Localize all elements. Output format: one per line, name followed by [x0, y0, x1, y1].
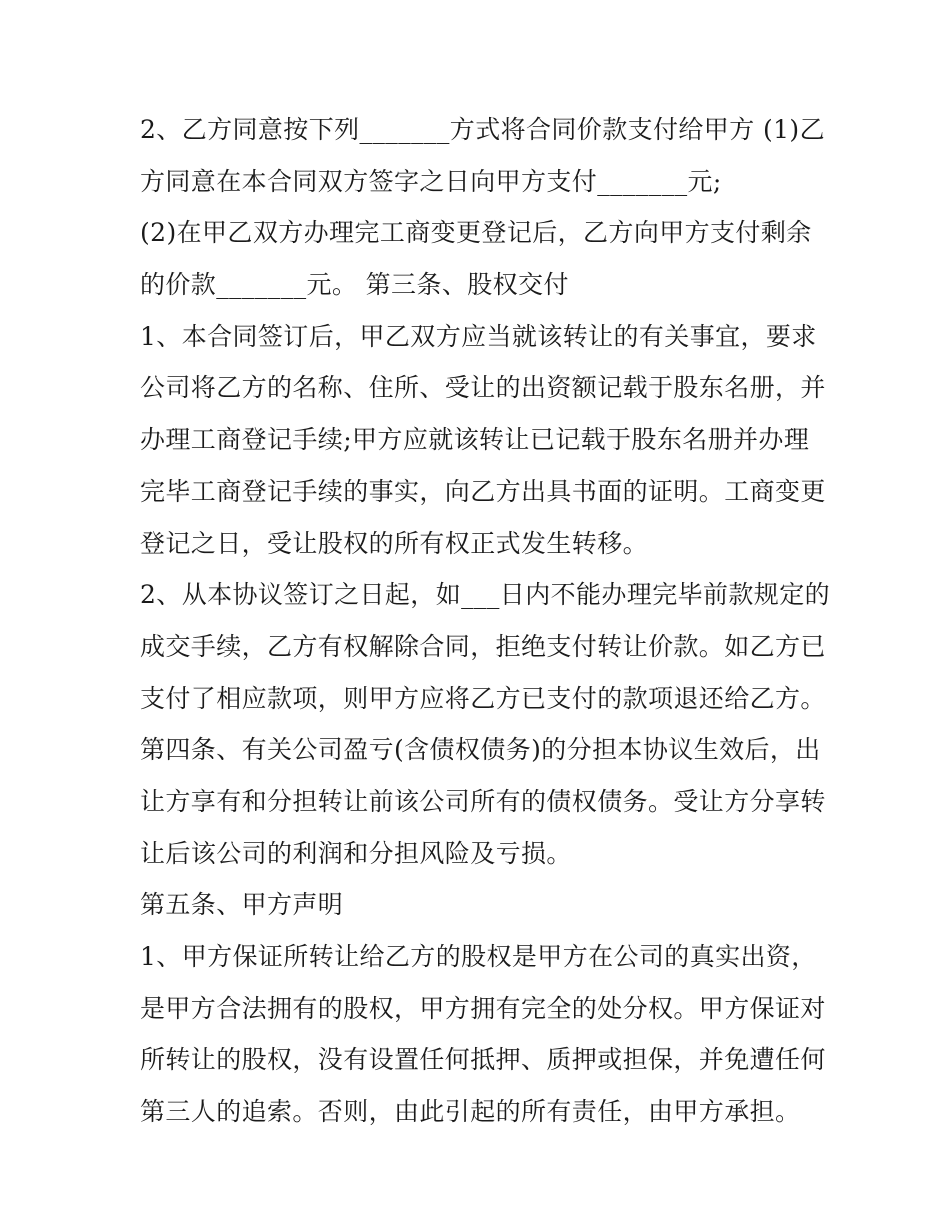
text-line: 办理工商登记手续;甲方应就该转让已记载于股东名册并办理 [140, 425, 810, 455]
text-line: 2、从本协议签订之日起，如___日内不能办理完毕前款规定的 [140, 580, 831, 610]
text-line: 完毕工商登记手续的事实，向乙方出具书面的证明。工商变更 [140, 476, 826, 506]
text-line: 第五条、甲方声明 [140, 890, 344, 920]
text-line: 登记之日，受让股权的所有权正式发生转移。 [140, 528, 649, 558]
text-line: 2、乙方同意按下列_______方式将合同价款支付给甲方 (1)乙 [140, 115, 825, 144]
text-line: 的价款_______元。 第三条、股权交付 [140, 270, 569, 300]
text-line: 支付了相应款项，则甲方应将乙方已支付的款项退还给乙方。 [140, 683, 826, 713]
text-line: 成交手续，乙方有权解除合同，拒绝支付转让价款。如乙方已 [140, 631, 826, 661]
text-line: 方同意在本合同双方签字之日向甲方支付_______元; [140, 166, 722, 196]
text-line: 1、甲方保证所转让给乙方的股权是甲方在公司的真实出资， [140, 942, 817, 971]
text-line: (2)在甲乙双方办理完工商变更登记后，乙方向甲方支付剩余 [140, 218, 812, 248]
text-line: 让后该公司的利润和分担风险及亏损。 [140, 838, 572, 868]
text-line: 所转让的股权，没有设置任何抵押、质押或担保，并免遭任何 [140, 1045, 826, 1075]
text-line: 公司将乙方的名称、住所、受让的出资额记载于股东名册，并 [140, 373, 826, 403]
document-body [140, 104, 831, 1138]
text-line: 是甲方合法拥有的股权，甲方拥有完全的处分权。甲方保证对 [140, 993, 826, 1023]
text-line: 第四条、有关公司盈亏(含债权债务)的分担本协议生效后，出 [140, 735, 821, 765]
text-line: 第三人的追索。否则，由此引起的所有责任，由甲方承担。 [140, 1097, 801, 1127]
text-line: 1、本合同签订后，甲乙双方应当就该转让的有关事宜，要求 [140, 321, 817, 351]
text-line: 让方享有和分担转让前该公司所有的债权债务。受让方分享转 [140, 786, 826, 816]
